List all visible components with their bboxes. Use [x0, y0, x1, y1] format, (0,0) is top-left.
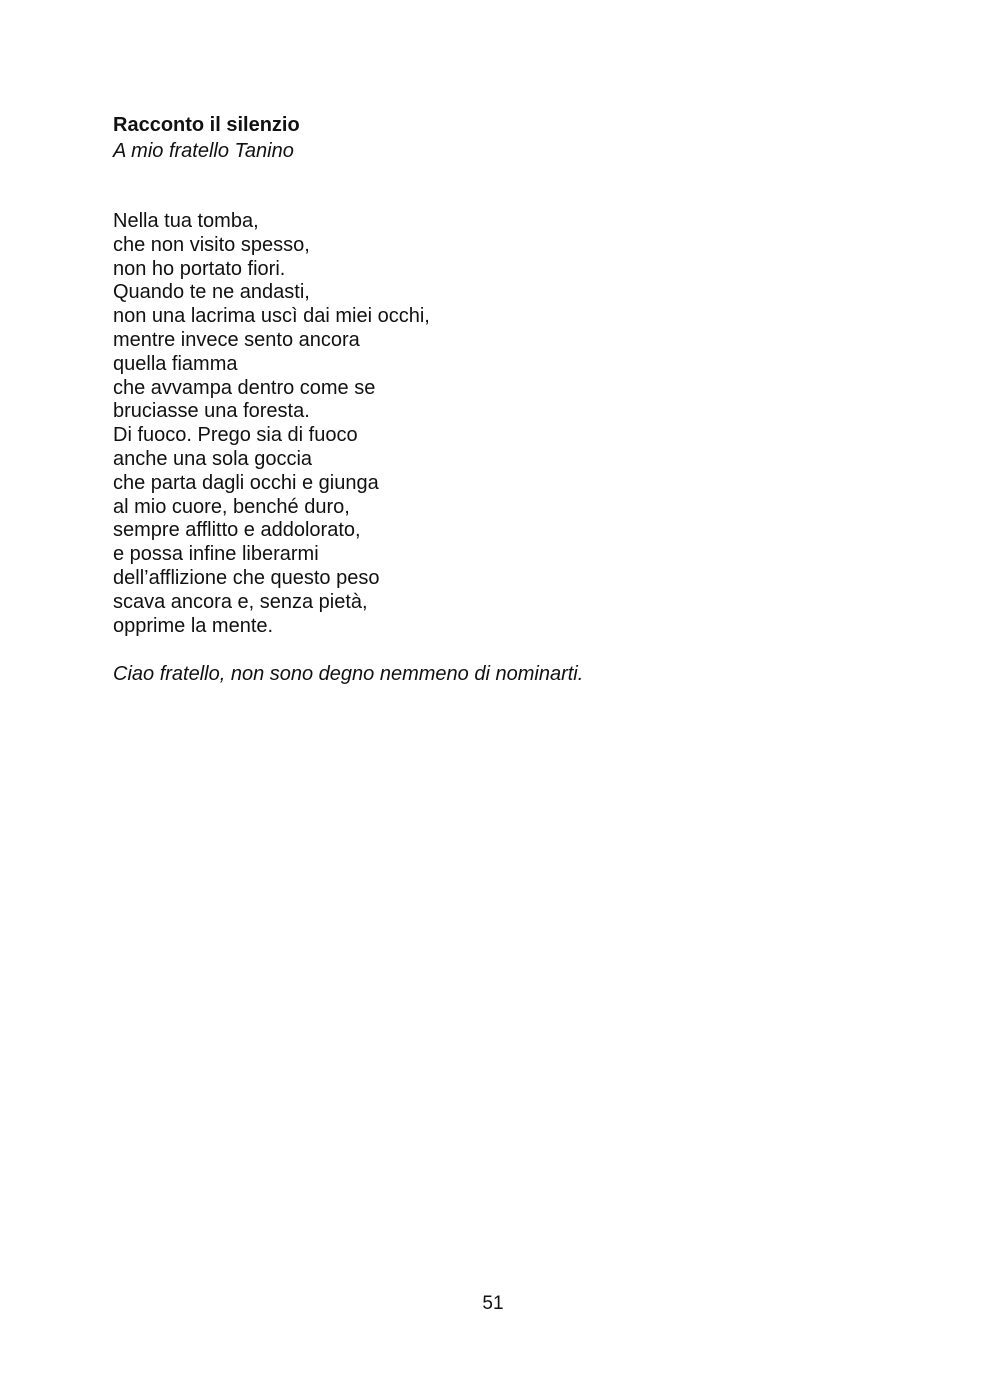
poem-line: quella fiamma — [113, 352, 238, 375]
poem-line: bruciasse una foresta. — [113, 400, 310, 423]
poem-line: mentre invece sento ancora — [113, 328, 360, 351]
poem-line: anche una sola goccia — [113, 447, 313, 470]
poem-line: che non visito spesso, — [113, 233, 310, 256]
poem-line: Quando te ne andasti, — [113, 281, 310, 304]
poem-dedication: A mio fratello Tanino — [113, 140, 294, 162]
page-number: 51 — [482, 1293, 504, 1314]
poem-line: non una lacrima uscì dai miei occhi, — [113, 305, 430, 328]
poem-line: e possa infine liberarmi — [113, 543, 319, 566]
poem-title: Racconto il silenzio — [113, 114, 300, 136]
poem-line: dell’afflizione che questo peso — [113, 566, 380, 589]
poem-line: al mio cuore, benché duro, — [113, 495, 350, 518]
poem-line: che avvampa dentro come se — [113, 376, 376, 399]
poem-line: scava ancora e, senza pietà, — [113, 590, 368, 613]
poem-closing-line: Ciao fratello, non sono degno nemmeno di nominarti. — [113, 663, 584, 685]
poem-line: opprime la mente. — [113, 614, 274, 637]
poem-line: che parta dagli occhi e giunga — [113, 471, 379, 494]
poem-line: Nella tua tomba, — [113, 210, 259, 232]
poem-body — [113, 210, 430, 638]
poem-line: non ho portato fiori. — [113, 257, 286, 280]
poem-line: Di fuoco. Prego sia di fuoco — [113, 424, 358, 447]
poem-line: sempre afflitto e addolorato, — [113, 519, 361, 542]
